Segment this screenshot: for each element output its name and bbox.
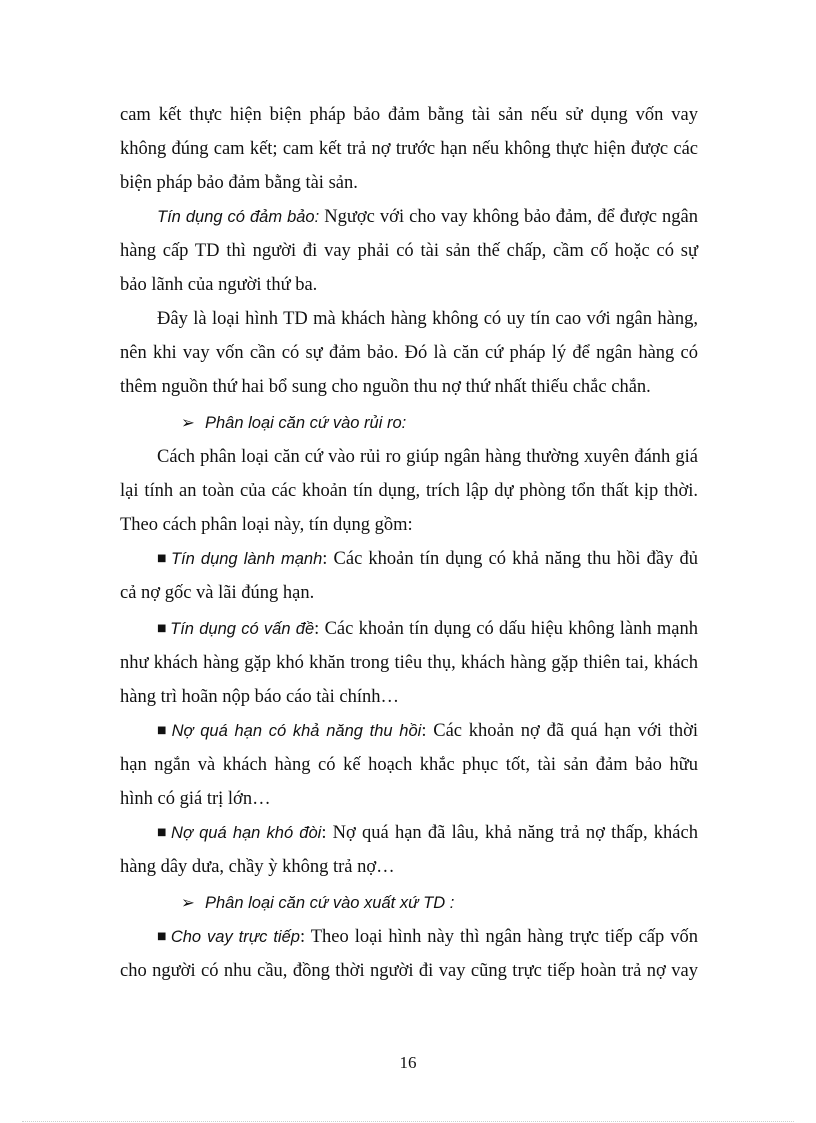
term-label: Tín dụng có vấn đề (170, 620, 315, 638)
paragraph-line: bảo lãnh của người thứ ba. (120, 275, 318, 295)
list-item-line: ■ Nợ quá hạn có khả năng thu hồi: Các khoản nợ đã quá hạn với thời (157, 721, 699, 741)
term-label: Tín dụng lành mạnh (170, 550, 323, 568)
paragraph-line: như khách hàng gặp khó khăn trong tiêu thụ, khách hàng gặp thiên tai, khách (120, 653, 698, 673)
list-item-line: ■ Tín dụng lành mạnh: Các khoản tín dụng có khả năng thu hồi đầy đủ (157, 549, 698, 569)
section-heading: ➢ Phân loại căn cứ vào xuất xứ TD : (181, 894, 455, 912)
square-bullet-icon: ■ (157, 623, 168, 634)
page-number: 16 (399, 1053, 417, 1072)
arrow-bullet-icon: ➢ (181, 414, 195, 432)
list-item-line: ■ Nợ quá hạn khó đòi: Nợ quá hạn đã lâu, khả năng trả nợ thấp, khách (157, 823, 698, 843)
paragraph-line: không đúng cam kết; cam kết trả nợ trước hạn nếu không thực hiện được các (120, 139, 698, 159)
paragraph-line: cho người có nhu cầu, đồng thời người đi vay cũng trực tiếp hoàn trả nợ vay (120, 961, 698, 981)
paragraph-line: lại tính an toàn của các khoản tín dụng, trích lập dự phòng tổn thất kịp thời. (120, 481, 698, 501)
square-bullet-icon: ■ (157, 553, 168, 564)
paragraph-line: Tín dụng có đảm bảo: Ngược với cho vay không bảo đảm, để được ngân (157, 207, 698, 227)
paragraph-line: biện pháp bảo đảm bằng tài sản. (120, 173, 358, 193)
term-label: Tín dụng có đảm bảo: (157, 208, 320, 226)
paragraph-line: Cách phân loại căn cứ vào rủi ro giúp ngân hàng thường xuyên đánh giá (157, 447, 698, 467)
paragraph-line: thêm nguồn thứ hai bổ sung cho nguồn thu nợ thứ nhất thiếu chắc chắn. (120, 377, 651, 397)
section-heading: ➢ Phân loại căn cứ vào rủi ro: (181, 414, 407, 432)
list-item-line: ■ Cho vay trực tiếp: Theo loại hình này thì ngân hàng trực tiếp cấp vốn (157, 927, 698, 947)
paragraph-line: cả nợ gốc và lãi đúng hạn. (120, 583, 315, 603)
paragraph-line: Đây là loại hình TD mà khách hàng không có uy tín cao với ngân hàng, (157, 309, 698, 329)
term-label: Nợ quá hạn khó đòi (171, 824, 322, 842)
page-bottom-border (22, 1121, 794, 1122)
square-bullet-icon: ■ (157, 931, 168, 942)
paragraph-line: Theo cách phân loại này, tín dụng gồm: (120, 515, 413, 535)
paragraph-line: nên khi vay vốn cần có sự đảm bảo. Đó là căn cứ pháp lý để ngân hàng có (120, 343, 698, 363)
arrow-bullet-icon: ➢ (181, 894, 195, 912)
paragraph-line: hàng trì hoãn nộp báo cáo tài chính… (120, 687, 399, 707)
paragraph-line: cam kết thực hiện biện pháp bảo đảm bằng tài sản nếu sử dụng vốn vay (120, 105, 698, 125)
term-label: Nợ quá hạn có khả năng thu hồi (171, 722, 422, 740)
paragraph-line: hàng cấp TD thì người đi vay phải có tài sản thế chấp, cầm cố hoặc có sự (120, 241, 698, 261)
paragraph-line: hàng dây dưa, chầy ỳ không trả nợ… (120, 857, 395, 877)
term-label: Cho vay trực tiếp (170, 928, 300, 946)
square-bullet-icon: ■ (157, 827, 169, 838)
paragraph-line: hạn ngắn và khách hàng có kế hoạch khắc phục tốt, tài sản đảm bảo hữu (120, 755, 698, 775)
list-item-line: ■ Tín dụng có vấn đề: Các khoản tín dụng có dấu hiệu không lành mạnh (157, 619, 699, 639)
square-bullet-icon: ■ (157, 725, 169, 736)
paragraph-line: hình có giá trị lớn… (120, 789, 271, 809)
